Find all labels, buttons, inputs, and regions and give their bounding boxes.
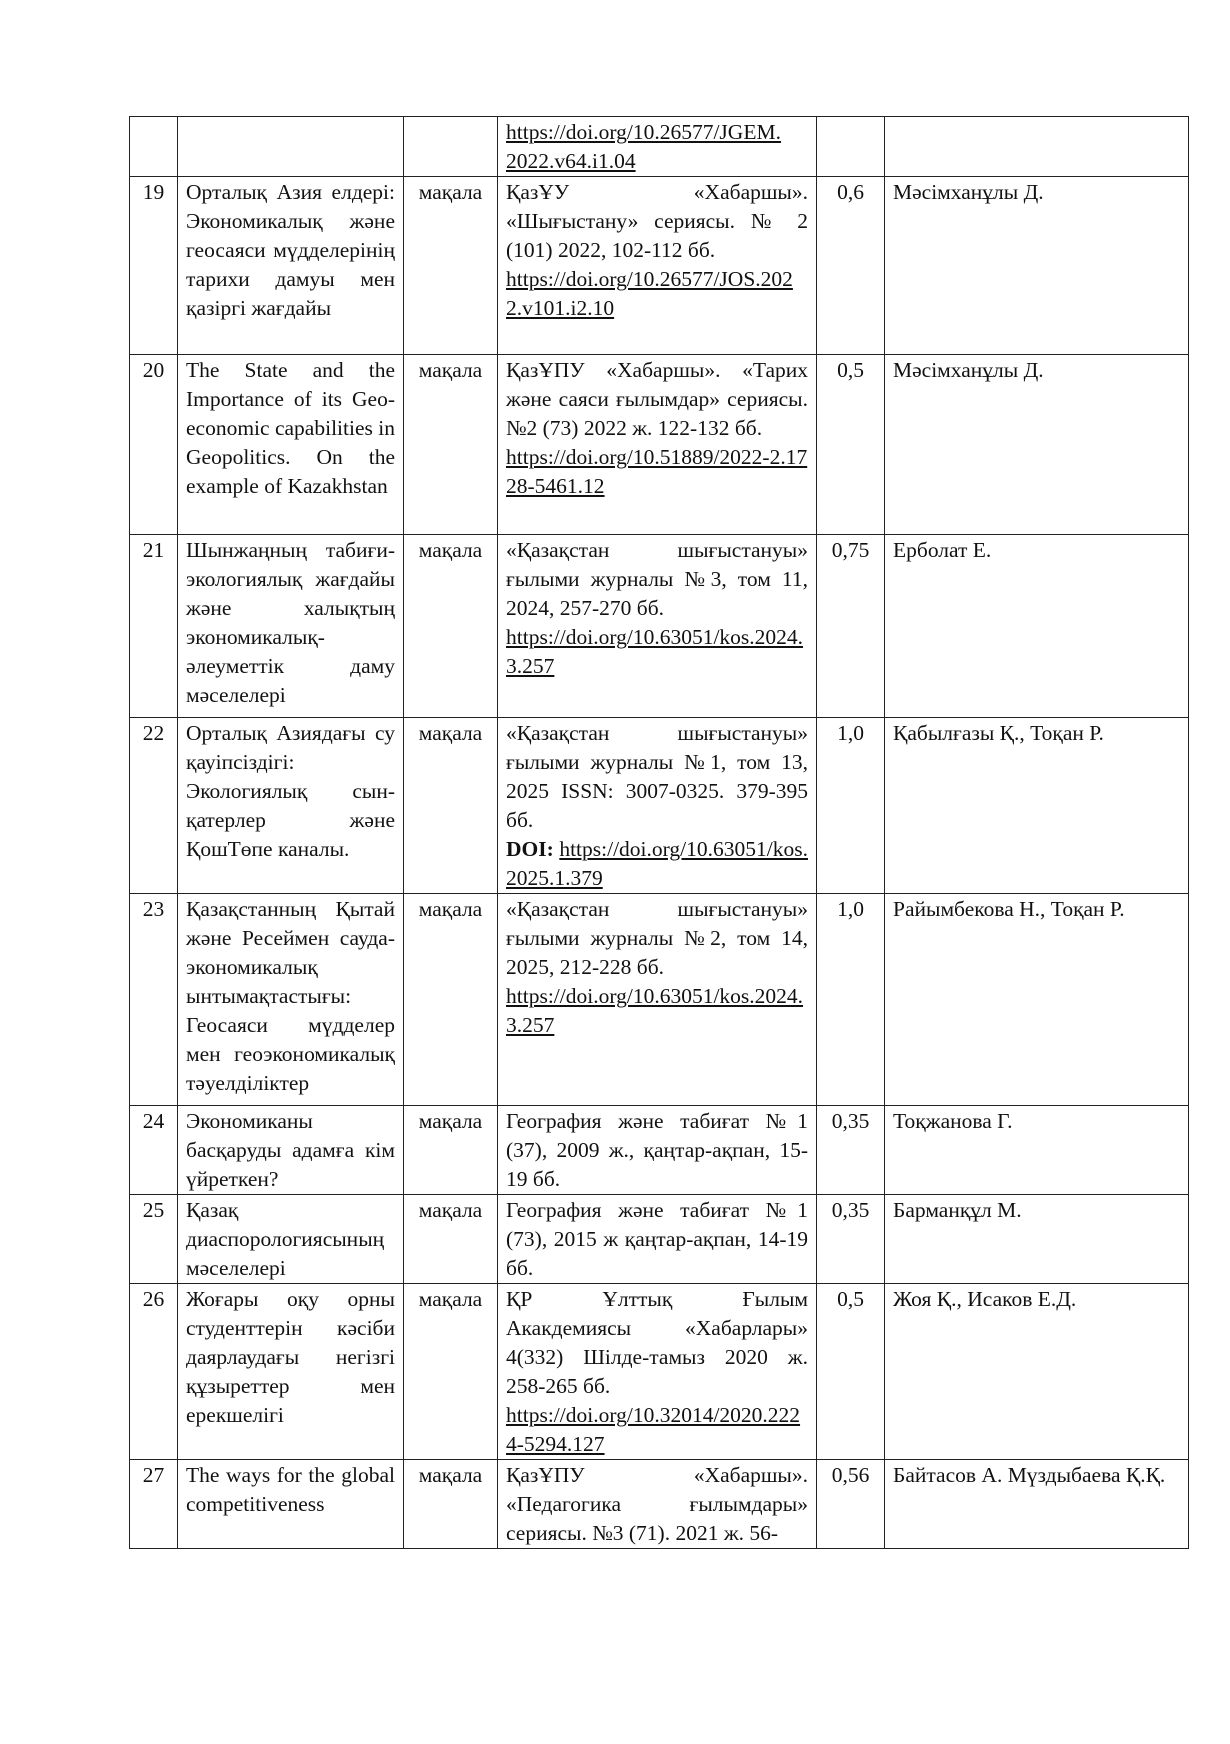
table-row [130, 1106, 1189, 1195]
table-body [130, 117, 1189, 1549]
source-cell [498, 1195, 817, 1284]
row-number-cell: 20 [130, 355, 178, 535]
source-cell [498, 177, 817, 355]
type-cell: мақала [404, 718, 498, 894]
authors-cell: Барманқұл М. [885, 1195, 1189, 1284]
volume-cell: 0,75 [817, 535, 885, 718]
title-cell: Экономиканы басқаруды адамға кім үйреткен? [178, 1106, 404, 1195]
table-row [130, 1284, 1189, 1460]
volume-cell [817, 117, 885, 177]
type-cell: мақала [404, 535, 498, 718]
row-number-cell: 25 [130, 1195, 178, 1284]
publications-table-page [129, 116, 1188, 1549]
type-cell: мақала [404, 177, 498, 355]
volume-cell: 1,0 [817, 894, 885, 1106]
doi-link[interactable]: https://doi.org/10.63051/kos.2024.3.257 [506, 625, 804, 678]
row-number-cell: 27 [130, 1460, 178, 1549]
source-cell [498, 894, 817, 1106]
table-row [130, 117, 1189, 177]
table-row [130, 894, 1189, 1106]
type-cell: мақала [404, 894, 498, 1106]
doi-link[interactable]: https://doi.org/10.26577/JOS.2022.v101.i2.10 [506, 267, 793, 320]
table-row [130, 177, 1189, 355]
type-cell [404, 117, 498, 177]
source-text: «Қазақстан шығыстануы» ғылыми журналы №3, том 11, 2024, 257-270 бб. [506, 538, 808, 620]
authors-cell: Қабылғазы Қ., Тоқан Р. [885, 718, 1189, 894]
volume-cell: 0,56 [817, 1460, 885, 1549]
doi-link[interactable]: https://doi.org/10.32014/2020.2224-5294.127 [506, 1403, 801, 1456]
table-row [130, 1195, 1189, 1284]
authors-cell: Жоя Қ., Исаков Е.Д. [885, 1284, 1189, 1460]
source-cell [498, 535, 817, 718]
table-row [130, 355, 1189, 535]
row-number-cell: 21 [130, 535, 178, 718]
type-cell: мақала [404, 1284, 498, 1460]
doi-link[interactable]: https://doi.org/10.51889/2022-2.1728-5461.12 [506, 445, 808, 498]
row-number-cell: 19 [130, 177, 178, 355]
row-number-cell: 24 [130, 1106, 178, 1195]
title-cell: The ways for the global competitiveness [178, 1460, 404, 1549]
volume-cell: 0,5 [817, 355, 885, 535]
doi-label: DOI: [506, 837, 554, 861]
source-text: ҚазҰПУ «Хабаршы». «Тарих және саяси ғылымдар» сериясы. №2 (73) 2022 ж. 122-132 бб. [506, 358, 808, 440]
publications-table [129, 116, 1189, 1549]
row-number-cell: 22 [130, 718, 178, 894]
source-cell [498, 1284, 817, 1460]
source-cell [498, 718, 817, 894]
title-cell: Қазақстанның Қытай және Ресеймен сауда-экономикалық ынтымақтастығы: Геосаяси мүдделер мен геоэкономикалық тәуелділіктер [178, 894, 404, 1106]
type-cell: мақала [404, 1460, 498, 1549]
source-text: География және табиғат №1 (73), 2015 ж қаңтар-ақпан, 14-19 бб. [506, 1198, 808, 1280]
title-cell: Қазақ диаспорологиясының мәселелері [178, 1195, 404, 1284]
authors-cell: Мәсімханұлы Д. [885, 355, 1189, 535]
source-text: «Қазақстан шығыстануы» ғылыми журналы №2, том 14, 2025, 212-228 бб. [506, 897, 808, 979]
source-text: ҚР Ұлттық Ғылым Акакдемиясы «Хабарлары» 4(332) Шілде-тамыз 2020 ж. 258-265 бб. [506, 1287, 808, 1398]
authors-cell: Ерболат Е. [885, 535, 1189, 718]
source-cell [498, 355, 817, 535]
authors-cell [885, 117, 1189, 177]
doi-link[interactable]: https://doi.org/10.63051/kos.2025.1.379 [506, 837, 808, 890]
title-cell: Жоғары оқу орны студенттерін кәсіби даярлаудағы негізгі құзыреттер мен ерекшелігі [178, 1284, 404, 1460]
source-cell [498, 1460, 817, 1549]
source-text: ҚазҰПУ «Хабаршы». «Педагогика ғылымдары» сериясы. №3 (71). 2021 ж. 56- [506, 1463, 808, 1545]
table-row [130, 1460, 1189, 1549]
volume-cell: 0,5 [817, 1284, 885, 1460]
source-text: «Қазақстан шығыстануы» ғылыми журналы №1, том 13, 2025 ISSN: 3007-0325. 379-395 бб. [506, 721, 808, 832]
authors-cell: Тоқжанова Г. [885, 1106, 1189, 1195]
volume-cell: 0,35 [817, 1195, 885, 1284]
title-cell [178, 117, 404, 177]
row-number-cell: 23 [130, 894, 178, 1106]
source-text: ҚазҰУ «Хабаршы». «Шығыстану» сериясы. № 2 (101) 2022, 102-112 бб. [506, 180, 808, 262]
type-cell: мақала [404, 355, 498, 535]
title-cell: The State and the Importance of its Geo-economic capabilities in Geopolitics. On the example of Kazakhstan [178, 355, 404, 535]
doi-link[interactable]: 2022.v64.i1.04 [506, 149, 636, 173]
type-cell: мақала [404, 1195, 498, 1284]
title-cell: Орталық Азиядағы су қауіпсіздігі: Экологиялық сын-қатерлер және ҚошТөпе каналы. [178, 718, 404, 894]
title-cell: Орталық Азия елдері: Экономикалық және геосаяси мүдделерінің тарихи дамуы мен қазіргі жағдайы [178, 177, 404, 355]
authors-cell: Мәсімханұлы Д. [885, 177, 1189, 355]
volume-cell: 0,6 [817, 177, 885, 355]
source-text: География және табиғат №1 (37), 2009 ж., қаңтар-ақпан, 15-19 бб. [506, 1109, 808, 1191]
source-cell [498, 117, 817, 177]
type-cell: мақала [404, 1106, 498, 1195]
volume-cell: 0,35 [817, 1106, 885, 1195]
doi-link[interactable]: https://doi.org/10.63051/kos.2024.3.257 [506, 984, 804, 1037]
row-number-cell [130, 117, 178, 177]
doi-link[interactable]: https://doi.org/10.26577/JGEM. [506, 120, 781, 144]
row-number-cell: 26 [130, 1284, 178, 1460]
table-row [130, 535, 1189, 718]
authors-cell: Райымбекова Н., Тоқан Р. [885, 894, 1189, 1106]
title-cell: Шынжаңның табиғи-экологиялық жағдайы және халықтың экономикалық-әлеуметтік даму мәселелері [178, 535, 404, 718]
volume-cell: 1,0 [817, 718, 885, 894]
source-cell [498, 1106, 817, 1195]
table-row [130, 718, 1189, 894]
authors-cell: Байтасов А. Мүздыбаева Қ.Қ. [885, 1460, 1189, 1549]
